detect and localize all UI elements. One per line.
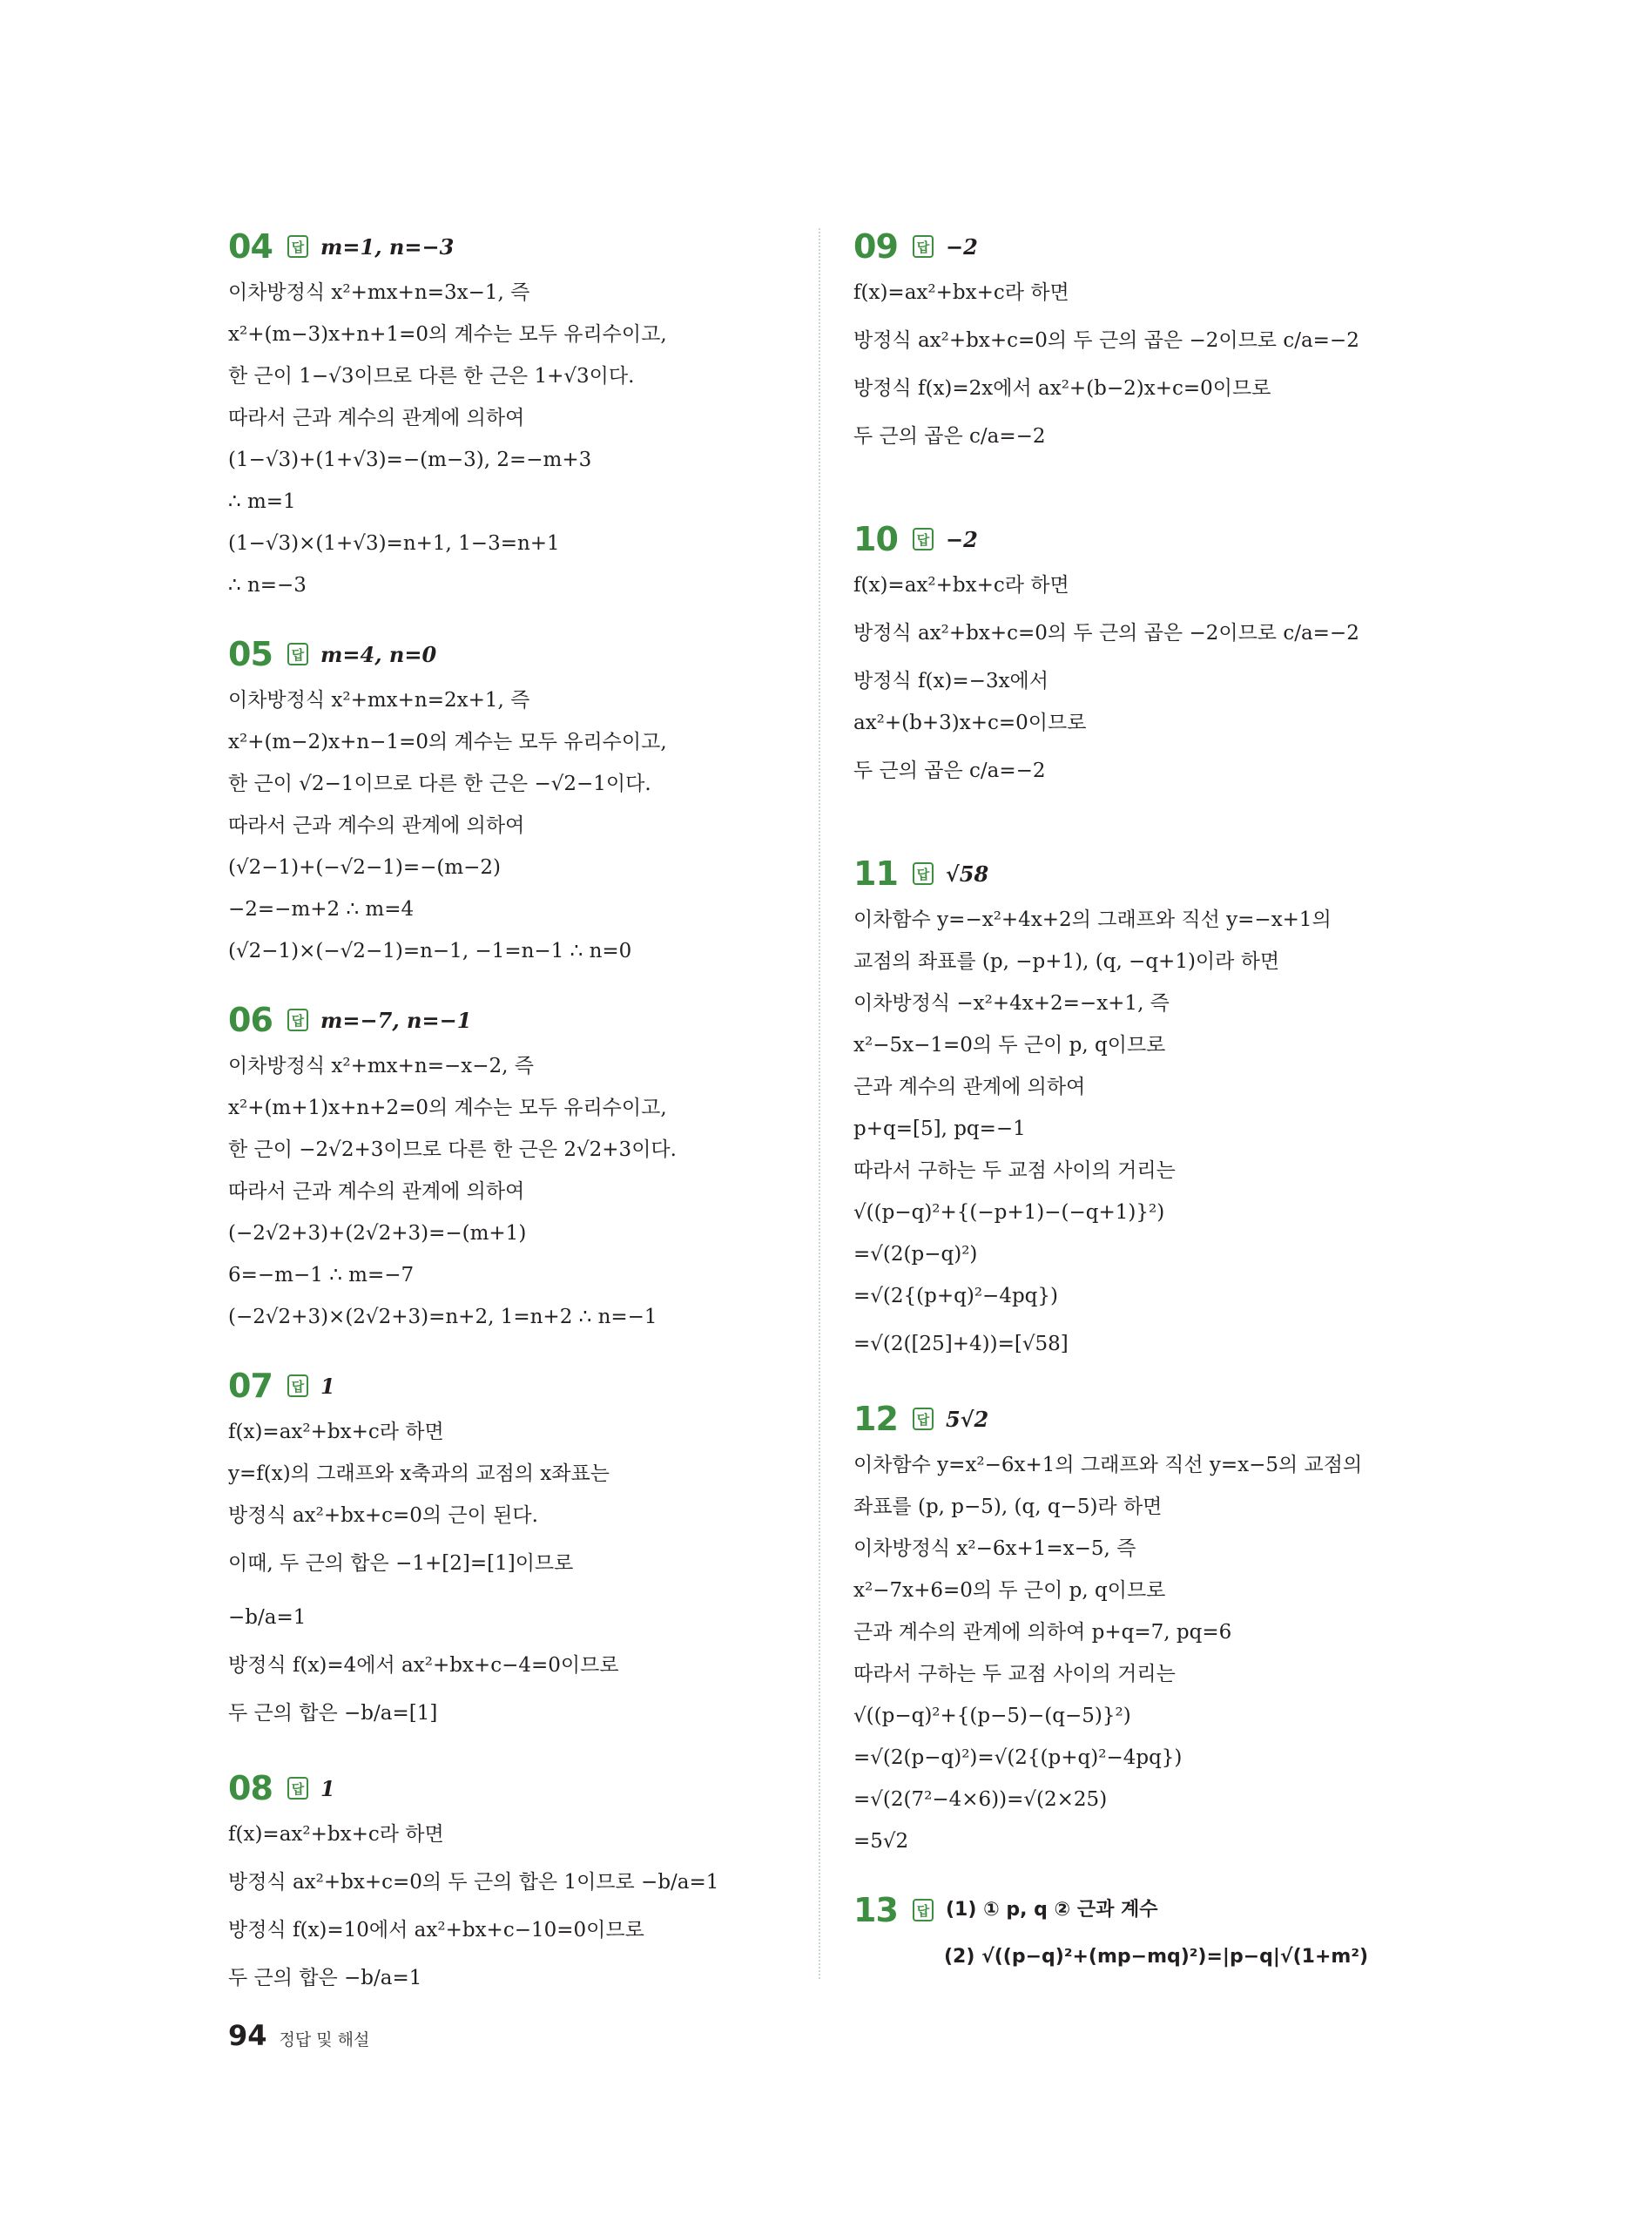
- problem-number: 09: [853, 227, 898, 266]
- problem-07: [228, 1364, 794, 1740]
- right-column: [853, 225, 1419, 2005]
- solution-line: ∴ m=1: [228, 490, 296, 513]
- solution-line: 교점의 좌표를 (p, −p+1), (q, −q+1)이라 하면: [853, 950, 1280, 973]
- answer-value: 1: [320, 1373, 335, 1399]
- solution-line: =√(2([25]+4))=[√58]: [853, 1333, 1069, 1355]
- solution-line: 이차방정식 x²+mx+n=−x−2, 즉: [228, 1055, 534, 1077]
- problem-number: 12: [853, 1400, 898, 1438]
- solution-line: =√(2{(p+q)²−4pq}): [853, 1285, 1059, 1307]
- solution-line: (−2√2+3)+(2√2+3)=−(m+1): [228, 1222, 527, 1245]
- problem-number: 06: [228, 1001, 273, 1039]
- answer-value: −2: [946, 233, 978, 260]
- problem-number: 11: [853, 854, 898, 893]
- answer-badge: 답: [287, 1009, 308, 1031]
- problem-number: 07: [228, 1367, 273, 1405]
- solution-line: 이때, 두 근의 합은 −1+[2]=[1]이므로: [228, 1552, 574, 1575]
- problem-08: [228, 1766, 794, 2005]
- solution-line: 이차방정식 −x²+4x+2=−x+1, 즉: [853, 992, 1170, 1015]
- solution-line: 근과 계수의 관계에 의하여 p+q=7, pq=6: [853, 1621, 1232, 1644]
- answer-badge: 답: [913, 235, 934, 258]
- solution-line: 두 근의 곱은 c/a=−2: [853, 425, 1046, 448]
- solution-line: 두 근의 곱은 c/a=−2: [853, 760, 1046, 782]
- problem-number: 08: [228, 1769, 273, 1807]
- solution-line: √((p−q)²+{(−p+1)−(−q+1)}²): [853, 1201, 1165, 1224]
- answer-badge: 답: [287, 1777, 308, 1800]
- solution-line: 두 근의 합은 −b/a=[1]: [228, 1702, 438, 1725]
- answer-value: 1: [320, 1775, 335, 1801]
- problem-04: [228, 225, 794, 606]
- solution-line: 방정식 f(x)=2x에서 ax²+(b−2)x+c=0이므로: [853, 377, 1271, 400]
- answer-badge: 답: [913, 1899, 934, 1921]
- solution-line: −b/a=1: [228, 1606, 307, 1629]
- problem-11: [853, 852, 1419, 1371]
- problem-06: [228, 998, 794, 1338]
- solution-line: 6=−m−1 ∴ m=−7: [228, 1264, 415, 1286]
- solution-line: 이차방정식 x²+mx+n=3x−1, 즉: [228, 281, 530, 304]
- solution-line: (−2√2+3)×(2√2+3)=n+2, 1=n+2 ∴ n=−1: [228, 1306, 657, 1328]
- solution-line: −2=−m+2 ∴ m=4: [228, 898, 415, 921]
- solution-line: x²−5x−1=0의 두 근이 p, q이므로: [853, 1034, 1166, 1057]
- answer-badge: 답: [913, 862, 934, 885]
- answer-value: −2: [946, 526, 978, 552]
- solution-line: (√2−1)+(−√2−1)=−(m−2): [228, 856, 502, 879]
- left-column: [228, 225, 794, 2031]
- solution-line: 방정식 ax²+bx+c=0의 두 근의 합은 1이므로 −b/a=1: [228, 1871, 719, 1894]
- problem-10: [853, 517, 1419, 798]
- solution-line: 한 근이 1−√3이므로 다른 한 근은 1+√3이다.: [228, 365, 635, 388]
- solution-line: 방정식 ax²+bx+c=0의 두 근의 곱은 −2이므로 c/a=−2: [853, 622, 1359, 645]
- solution-line: 따라서 구하는 두 교점 사이의 거리는: [853, 1159, 1176, 1182]
- solution-line: =√(2(p−q)²)=√(2{(p+q)²−4pq}): [853, 1746, 1183, 1769]
- solution-line: f(x)=ax²+bx+c라 하면: [853, 574, 1069, 597]
- solution-line: 이차방정식 x²+mx+n=2x+1, 즉: [228, 689, 530, 712]
- solution-line: 이차방정식 x²−6x+1=x−5, 즉: [853, 1537, 1136, 1560]
- solution-line: 따라서 근과 계수의 관계에 의하여: [228, 407, 525, 429]
- problem-09: [853, 225, 1419, 463]
- solution-line: 근과 계수의 관계에 의하여: [853, 1076, 1086, 1098]
- solution-line: =√(2(7²−4×6))=√(2×25): [853, 1788, 1108, 1811]
- solution-line: (√2−1)×(−√2−1)=n−1, −1=n−1 ∴ n=0: [228, 940, 632, 962]
- solution-line: (1−√3)×(1+√3)=n+1, 1−3=n+1: [228, 532, 560, 555]
- problem-05: [228, 632, 794, 972]
- problem-number: 05: [228, 635, 273, 673]
- answer-part-1: (1) ① p, q ② 근과 계수: [946, 1899, 1158, 1921]
- solution-line: 방정식 ax²+bx+c=0의 근이 된다.: [228, 1504, 538, 1527]
- solution-line: (1−√3)+(1+√3)=−(m−3), 2=−m+3: [228, 449, 592, 471]
- solution-line: 한 근이 √2−1이므로 다른 한 근은 −√2−1이다.: [228, 773, 651, 795]
- answer-part-2: (2) √((p−q)²+(mp−mq)²)=|p−q|√(1+m²): [944, 1946, 1369, 1968]
- solution-line: 방정식 ax²+bx+c=0의 두 근의 곱은 −2이므로 c/a=−2: [853, 329, 1359, 352]
- solution-line: 방정식 f(x)=−3x에서: [853, 670, 1049, 692]
- solution-line: f(x)=ax²+bx+c라 하면: [228, 1421, 444, 1443]
- solution-line: f(x)=ax²+bx+c라 하면: [228, 1823, 444, 1846]
- page-footer: [228, 2019, 369, 2052]
- solution-line: f(x)=ax²+bx+c라 하면: [853, 281, 1069, 304]
- solution-line: y=f(x)의 그래프와 x축과의 교점의 x좌표는: [228, 1462, 610, 1485]
- solution-line: x²+(m−2)x+n−1=0의 계수는 모두 유리수이고,: [228, 731, 667, 753]
- solution-line: 따라서 구하는 두 교점 사이의 거리는: [853, 1663, 1176, 1685]
- solution-line: 좌표를 (p, p−5), (q, q−5)라 하면: [853, 1496, 1163, 1518]
- answer-value: m=4, n=0: [320, 641, 437, 667]
- answer-badge: 답: [287, 643, 308, 665]
- solution-line: =5√2: [853, 1830, 909, 1853]
- page-number: 94: [228, 2019, 267, 2052]
- answer-value: √58: [946, 861, 989, 887]
- answer-badge: 답: [913, 528, 934, 550]
- answer-value: m=1, n=−3: [320, 233, 455, 260]
- footer-label: 정답 및 해설: [279, 2030, 370, 2050]
- solution-line: ax²+(b+3)x+c=0이므로: [853, 712, 1087, 734]
- solution-line: p+q=[5], pq=−1: [853, 1118, 1026, 1140]
- solution-line: x²+(m−3)x+n+1=0의 계수는 모두 유리수이고,: [228, 323, 667, 346]
- solution-line: x²−7x+6=0의 두 근이 p, q이므로: [853, 1579, 1166, 1602]
- problem-13: [853, 1888, 1419, 1979]
- solution-line: 방정식 f(x)=10에서 ax²+bx+c−10=0이므로: [228, 1919, 644, 1942]
- solution-line: ∴ n=−3: [228, 574, 307, 597]
- answer-badge: 답: [287, 235, 308, 258]
- problem-number: 10: [853, 520, 898, 558]
- solution-line: 이차함수 y=x²−6x+1의 그래프와 직선 y=x−5의 교점의: [853, 1454, 1363, 1476]
- answer-badge: 답: [913, 1408, 934, 1430]
- answer-value: 5√2: [946, 1406, 989, 1432]
- answer-badge: 답: [287, 1374, 308, 1397]
- solution-line: 따라서 근과 계수의 관계에 의하여: [228, 1180, 525, 1203]
- solution-line: 두 근의 합은 −b/a=1: [228, 1967, 422, 1989]
- solution-line: 따라서 근과 계수의 관계에 의하여: [228, 814, 525, 837]
- problem-number: 04: [228, 227, 273, 266]
- solution-line: 방정식 f(x)=4에서 ax²+bx+c−4=0이므로: [228, 1654, 619, 1677]
- solution-line: √((p−q)²+{(p−5)−(q−5)}²): [853, 1705, 1131, 1727]
- solution-line: 한 근이 −2√2+3이므로 다른 한 근은 2√2+3이다.: [228, 1138, 677, 1161]
- column-divider: [819, 228, 820, 1979]
- solution-line: =√(2(p−q)²): [853, 1243, 978, 1266]
- problem-number: 13: [853, 1891, 898, 1929]
- solution-line: 이차함수 y=−x²+4x+2의 그래프와 직선 y=−x+1의: [853, 908, 1332, 931]
- problem-12: [853, 1397, 1419, 1862]
- solution-line: x²+(m+1)x+n+2=0의 계수는 모두 유리수이고,: [228, 1097, 667, 1119]
- answer-value: m=−7, n=−1: [320, 1007, 472, 1033]
